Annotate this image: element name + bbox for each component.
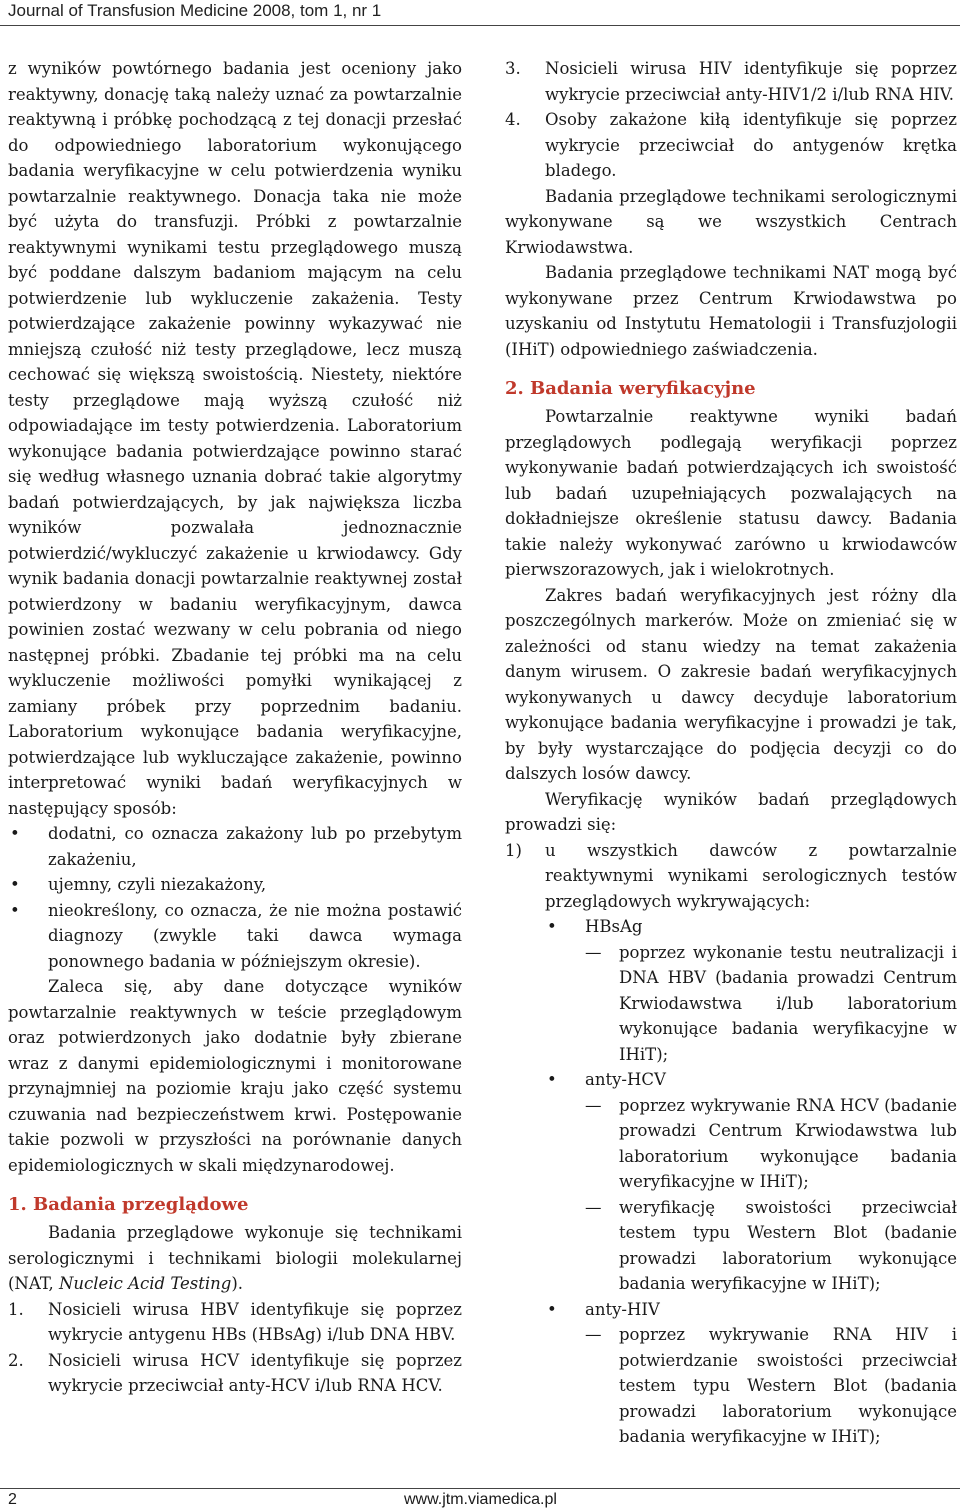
paragraph: Powtarzalnie reaktywne wyniki badań przeglądowych podlegają weryfikacji poprzez wykonywanie badań potwierdzających ich swoistość lub badań uzupełniających pozwalających na dokładniejsze określenie statusu dawcy. Badania takie należy wykonywać zarówno u krwiodawców pierwszorazowych, jak i wielokrotnych. [505, 407, 957, 579]
footer-rule [0, 1488, 960, 1489]
dash-item: — poprzez wykonanie testu neutralizacji i DNA HBV (badania prowadzi Centrum Krwiodawstwa i/lub laboratorium wykonujące badania weryfikacyjne w IHiT); [545, 940, 957, 1068]
paragraph: Zakres badań weryfikacyjnych jest różny dla poszczególnych markerów. Może on zmieniać się w zależności od stanu wiedzy na temat zakażenia danym wirusem. O zakresie badań weryfikacyjnych wykonywanych u dawcy decyduje laboratorium wykonujące badania weryfikacyjne i prowadzi je tak, by były wystarczające do podjęcia decyzji co do dalszych losów dawcy. [505, 585, 957, 783]
paragraph: Badania przeglądowe technikami NAT mogą być wykonywane przez Centrum Krwiodawstwa po uzyskaniu od Instytutu Hematologii i Transfuzjologii (IHiT) odpowiedniego zaświadczenia. [505, 263, 957, 359]
numbered-item: 3. Nosicieli wirusa HIV identyfikuje się poprzez wykrycie przeciwciał anty-HIV1/2 i/lub RNA HIV. [505, 59, 957, 104]
numbered-list [505, 56, 957, 184]
paragraph: Weryfikację wyników badań przeglądowych prowadzi się: [505, 789, 957, 834]
bullet-item: • dodatni, co oznacza zakażony lub po przebytym zakażeniu, [8, 821, 462, 872]
dash-list [545, 940, 957, 1068]
right-column [505, 56, 957, 1450]
dash-list [545, 1093, 957, 1297]
footer-url: www.jtm.viamedica.pl [404, 1491, 557, 1508]
marker-item [545, 1067, 957, 1297]
numbered-list [505, 838, 957, 915]
page-number: 2 [8, 1491, 17, 1508]
paragraph: Badania przeglądowe technikami serologicznymi wykonywane są we wszystkich Centrach Krwiodawstwa. [505, 186, 957, 257]
dash-item: — weryfikację swoistości przeciwciał testem typu Western Blot (badanie prowadzi laboratorium wykonujące badania weryfikacyjne w IHiT); [545, 1195, 957, 1297]
marker-label: • anty-HIV [585, 1299, 660, 1319]
numbered-list [8, 1297, 462, 1399]
dash-item: — poprzez wykrywanie RNA HIV i potwierdzanie swoistości przeciwciał testem typu Western Blot (badania prowadzi laboratorium wykonujące badania weryfikacyjne w IHiT); [545, 1322, 957, 1450]
numbered-item: 1. Nosicieli wirusa HBV identyfikuje się poprzez wykrycie antygenu HBs (HBsAg) i/lub DNA HBV. [8, 1299, 462, 1344]
paragraph: z wyników powtórnego badania jest oceniony jako reaktywny, donację taką należy uznać za powtarzalnie reaktywną i próbkę pochodzącą z tej donacji przesłać do odpowiedniego laboratorium wykonującego badania weryfikacyjne w celu potwierdzenia wyniku powtarzalnie reaktywnego. Donacja taka nie może być użyta do transfuzji. Próbki z powtarzalnie reaktywnymi wynikami testu przeglądowego muszą być poddane dalszym badaniom mającym na celu potwierdzenie lub wykluczenie zakażenia. Testy potwierdzające zakażenie powinny wykazywać nie mniejszą czułość niż testy przeglądowe, lecz muszą cechować się większą swoistością. Niestety, niektóre testy przeglądowe mają wyższą czułość niż odpowiadające im testy potwierdzenia. Laboratorium wykonujące badania potwierdzające powinno starać się według własnego uznania dobrać takie algorytmy badań potwierdzających, by jak największa liczba wyników pozwalała jednoznacznie potwierdzić/wykluczyć zakażenie u krwiodawcy. Gdy wynik badania donacji powtarzalnie reaktywnej został potwierdzony w badaniu weryfikacyjnym, dawca powinien zostać wezwany w celu pobrania od niego następnej próbki. Zbadanie tej próbki ma na celu wykluczenie możliwości pomyłki wynikającej z zamiany próbek przy poprzednim badaniu. Laboratorium wykonujące badania weryfikacyjne, potwierdzające lub wykluczające zakażenie, powinno interpretować wyniki badań weryfikacyjnych w następujący sposób: [8, 59, 462, 818]
left-column [8, 56, 462, 1399]
bullet-item: • ujemny, czyli niezakażony, [8, 872, 462, 898]
marker-item [545, 1297, 957, 1450]
marker-list [545, 914, 957, 1450]
section-heading: 1. Badania przeglądowe [8, 1194, 249, 1215]
numbered-item: 1) u wszystkich dawców z powtarzalnie reaktywnymi wynikami serologicznych testów przeglądowych wykrywających: [505, 840, 957, 911]
result-bullet-list [8, 821, 462, 974]
paragraph: Badania przeglądowe wykonuje się technikami serologicznymi i technikami biologii molekularnej (NAT, Nucleic Acid Testing). [8, 1223, 462, 1293]
marker-item [545, 914, 957, 1067]
bullet-item: • nieokreślony, co oznacza, że nie można postawić diagnozy (zwykle taki dawca wymaga ponownego badania w późniejszym okresie). [8, 898, 462, 975]
dash-item: — poprzez wykrywanie RNA HCV (badanie prowadzi Centrum Krwiodawstwa lub laboratorium wykonujące badania weryfikacyjne w IHiT); [545, 1093, 957, 1195]
header-rule [0, 25, 960, 26]
numbered-item: 2. Nosicieli wirusa HCV identyfikuje się poprzez wykrycie przeciwciał anty-HCV i/lub RNA HCV. [8, 1350, 462, 1395]
dash-list [545, 1322, 957, 1450]
numbered-item: 4. Osoby zakażone kiłą identyfikuje się poprzez wykrycie przeciwciał do antygenów krętka bladego. [505, 110, 957, 180]
italic-term: Nucleic Acid Testing [58, 1274, 232, 1293]
section-heading: 2. Badania weryfikacyjne [505, 378, 756, 399]
running-head: Journal of Transfusion Medicine 2008, tom 1, nr 1 [8, 1, 382, 20]
marker-label: • anty-HCV [585, 1070, 666, 1089]
paragraph: Zaleca się, aby dane dotyczące wyników powtarzalnie reaktywnych w teście przeglądowym oraz potwierdzonych jako dodatnie były zbierane wraz z danymi epidemiologicznymi i monitorowane przynajmniej na poziomie kraju jako część systemu czuwania nad bezpieczeństwem krwi. Postępowanie takie pozwoli w przyszłości na porównanie danych epidemiologicznych w skali międzynarodowej. [8, 977, 462, 1175]
marker-label: • HBsAg [585, 917, 643, 936]
